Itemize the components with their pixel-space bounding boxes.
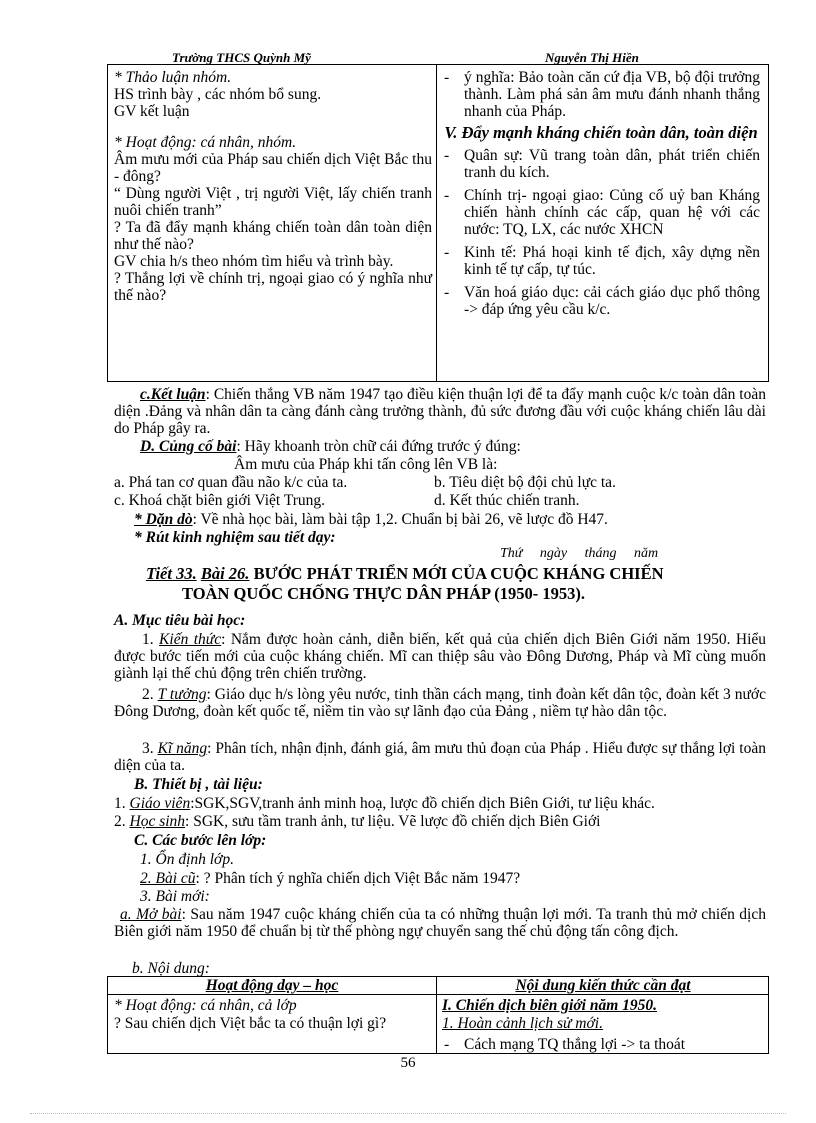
teacher-name: Nguyễn Thị Hiền (545, 50, 639, 65)
lesson-title-1: BƯỚC PHÁT TRIỂN MỚI CỦA CUỘC KHÁNG CHIẾN (253, 564, 664, 583)
lesson-period: Tiết 33. (146, 564, 197, 583)
school-name: Trường THCS Quỳnh Mỹ (172, 50, 311, 65)
objective-skill: 3. Kĩ năng: Phân tích, nhận định, đánh giá, âm mưu thủ đoạn của Pháp . Hiểu được sự thắng lợi toàn diện của ta. (114, 740, 766, 774)
teacher-label: Giáo viên (129, 795, 191, 812)
table-head-activity: Hoạt động dạy – học (205, 977, 339, 994)
page-number: 56 (400, 1055, 416, 1071)
lesson-title-2: TOÀN QUỐC CHỐNG THỰC DÂN PHÁP (1950- 1953). (182, 584, 586, 603)
conclusion-label: c.Kết luận (140, 386, 206, 403)
table-divider (436, 64, 437, 382)
question-victory: ? Thắng lợi về chính trị, ngoại giao có ý nghĩa như thế nào? (114, 270, 432, 304)
bullet-economy: - Kinh tế: Phá hoại kinh tế địch, xây dựng nền kinh tế tự cấp, tự túc. (442, 244, 760, 278)
table-top-left-column (114, 69, 432, 304)
steps-heading: C. Các bước lên lớp: (134, 832, 267, 849)
equipment-heading: B. Thiết bị , tài liệu: (134, 776, 263, 793)
teacher-text: :SGK,SGV,tranh ảnh minh hoạ, lược đồ chiến dịch Biên Giới, tư liệu khác. (190, 795, 655, 812)
table-header-rule (107, 994, 769, 995)
objectives-heading-text: A. Mục tiêu bài học: (114, 612, 246, 629)
group-discussion: * Thảo luận nhóm. (114, 69, 232, 86)
intro-text: : Sau năm 1947 cuộc kháng chiến của ta có những thuận lợi mới. Ta tranh thủ mở chiến dịch Biên giới năm 1950 để chuẩn bị từ thế phòng ngự chuyển sang thế chủ động tấn công địch. (114, 906, 766, 940)
teacher-conclude: GV kết luận (114, 103, 190, 120)
table2-section-heading: I. Chiến dịch biên giới năm 1950. (442, 997, 658, 1014)
page-bottom-rule (30, 1113, 786, 1114)
intro-paragraph (114, 906, 766, 940)
knowledge-label: Kiến thức (159, 631, 222, 648)
date-line: Thứ ngày tháng năm (500, 546, 659, 561)
homework-label: * Dặn dò (134, 511, 193, 528)
meaning-item: - ý nghĩa: Bảo toàn căn cứ địa VB, bộ đội trưởng thành. Làm phá sản âm mưu đánh nhanh thắng nhanh của Pháp. (442, 69, 760, 120)
review-question: Âm mưu của Pháp khi tấn công lên VB là: (234, 456, 498, 473)
option-a: a. Phá tan cơ quan đầu não k/c của ta. (114, 474, 348, 491)
table2-activity-note: * Hoạt động: cá nhân, cả lớp (114, 997, 297, 1014)
lesson-title-line1 (146, 565, 664, 582)
attitude-label: T tưởng (157, 686, 207, 703)
skill-label: Kĩ năng (157, 740, 208, 757)
bullet-military: - Quân sự: Vũ trang toàn dân, phát triển chiến tranh du kích. (442, 147, 760, 181)
step-2-label: 2. Bài cũ (140, 870, 196, 887)
table2-bullet: - Cách mạng TQ thắng lợi -> ta thoát (442, 1036, 782, 1053)
step-2-text: : ? Phân tích ý nghĩa chiến dịch Việt Bắc năm 1947? (195, 870, 521, 887)
step-2 (140, 870, 520, 887)
knowledge-text: : Nắm được hoàn cảnh, diễn biến, kết quả của chiến dịch Biên Giới năm 1950. Hiểu được bước tiến mới của cuộc kháng chiến. Mĩ can thiệp sâu vào Đông Dương, Pháp và Mĩ cùng muốn giành lại thế chủ động trên chiến trường. (114, 631, 767, 682)
experience-line: * Rút kinh nghiệm sau tiết dạy: (134, 529, 336, 546)
objectives-heading (114, 612, 245, 629)
content-label: b. Nội dung: (132, 960, 210, 977)
table2-question: ? Sau chiến dịch Việt bắc ta có thuận lợi gì? (114, 1015, 387, 1032)
group-task: GV chia h/s theo nhóm tìm hiểu và trình bày. (114, 253, 394, 270)
equipment-teacher: 1. Giáo viên:SGK,SGV,tranh ảnh minh hoạ, lược đồ chiến dịch Biên Giới, tư liệu khác. (114, 795, 655, 812)
equipment-student: 2. Học sinh: SGK, sưu tầm tranh ảnh, tư liệu. Vẽ lược đồ chiến dịch Biên Giới (114, 813, 601, 830)
option-d: d. Kết thúc chiến tranh. (434, 492, 580, 509)
review-line (140, 438, 770, 455)
option-b: b. Tiêu diệt bộ đội chủ lực ta. (434, 474, 616, 491)
table-head-content: Nội dung kiến thức cần đạt (515, 977, 691, 994)
objective-attitude: 2. T tưởng: Giáo dục h/s lòng yêu nước, tinh thần cách mạng, tinh đoàn kết dân tộc, đoàn kết 3 nước Đông Dương, đoàn kết quốc tế, niềm tin vào sự lãnh đạo của Đảng , niềm tự hào dân tộc. (114, 686, 766, 720)
table2-subheading (442, 1015, 603, 1032)
review-text: : Hãy khoanh tròn chữ cái đứng trước ý đúng: (236, 438, 521, 455)
table2-subheading-text: 1. Hoàn cảnh lịch sử mới. (442, 1015, 603, 1032)
attitude-text: : Giáo dục h/s lòng yêu nước, tinh thần cách mạng, tinh đoàn kết dân tộc, đoàn kết 3 nước Đông Dương, đoàn kết quốc tế, niềm tin vào sự lãnh đạo của Đảng , niềm tự hào dân tộc. (114, 686, 766, 720)
section-heading: V. Đẩy mạnh kháng chiến toàn dân, toàn diện (444, 123, 758, 142)
quote-plot: “ Dùng người Việt , trị người Việt, lấy chiến tranh nuôi chiến tranh” (114, 185, 432, 219)
conclusion-paragraph (114, 386, 766, 437)
bullet-politics: - Chính trị- ngoại giao: Củng cố uỷ ban Kháng chiến hành chính các cấp, quan hệ với các nước: TQ, LX, các nước XHCN (442, 187, 760, 238)
student-present: HS trình bày , các nhóm bổ sung. (114, 86, 322, 103)
skill-text: : Phân tích, nhận định, đánh giá, âm mưu thủ đoạn của Pháp . Hiểu được sự thắng lợi toàn diện của ta. (114, 740, 766, 774)
step-1: 1. Ổn định lớp. (140, 851, 234, 868)
intro-label: a. Mở bài (120, 906, 182, 923)
lesson-number: Bài 26. (200, 564, 250, 583)
table-top-right-column (442, 69, 760, 318)
objective-knowledge: 1. Kiến thức: Nắm được hoàn cảnh, diễn biến, kết quả của chiến dịch Biên Giới năm 1950. Hiểu được bước tiến mới của cuộc kháng chiến. Mĩ can thiệp sâu vào Đông Dương, Pháp và Mĩ cùng muốn giành lại thế chủ động trên chiến trường. (114, 631, 767, 682)
question-plot: Âm mưu mới của Pháp sau chiến dịch Việt Bắc thu - đông? (114, 151, 432, 185)
activity-note: * Hoạt động: cá nhân, nhóm. (114, 134, 297, 151)
student-text: : SGK, sưu tầm tranh ảnh, tư liệu. Vẽ lược đồ chiến dịch Biên Giới (185, 813, 601, 830)
option-c: c. Khoá chặt biên giới Việt Trung. (114, 492, 326, 509)
student-label: Học sinh (129, 813, 186, 830)
conclusion-text: : Chiến thắng VB năm 1947 tạo điều kiện thuận lợi để ta đẩy mạnh cuộc k/c toàn dân toàn diện .Đảng và nhân dân ta càng đánh càng trưởng thành, đủ sức đương đầu với cuộc kháng chiến lâu dài do Pháp gây ra. (114, 386, 766, 437)
homework-text: : Về nhà học bài, làm bài tập 1,2. Chuẩn bị bài 26, vẽ lược đồ H47. (192, 511, 608, 528)
bullet-culture: - Văn hoá giáo dục: cải cách giáo dục phổ thông -> đáp ứng yêu cầu k/c. (442, 284, 760, 318)
step-3: 3. Bài mới: (140, 888, 210, 905)
homework-line (134, 511, 774, 528)
review-label: D. Củng cố bài (140, 438, 237, 455)
question-resistance: ? Ta đã đẩy mạnh kháng chiến toàn dân toàn diện như thế nào? (114, 219, 432, 253)
